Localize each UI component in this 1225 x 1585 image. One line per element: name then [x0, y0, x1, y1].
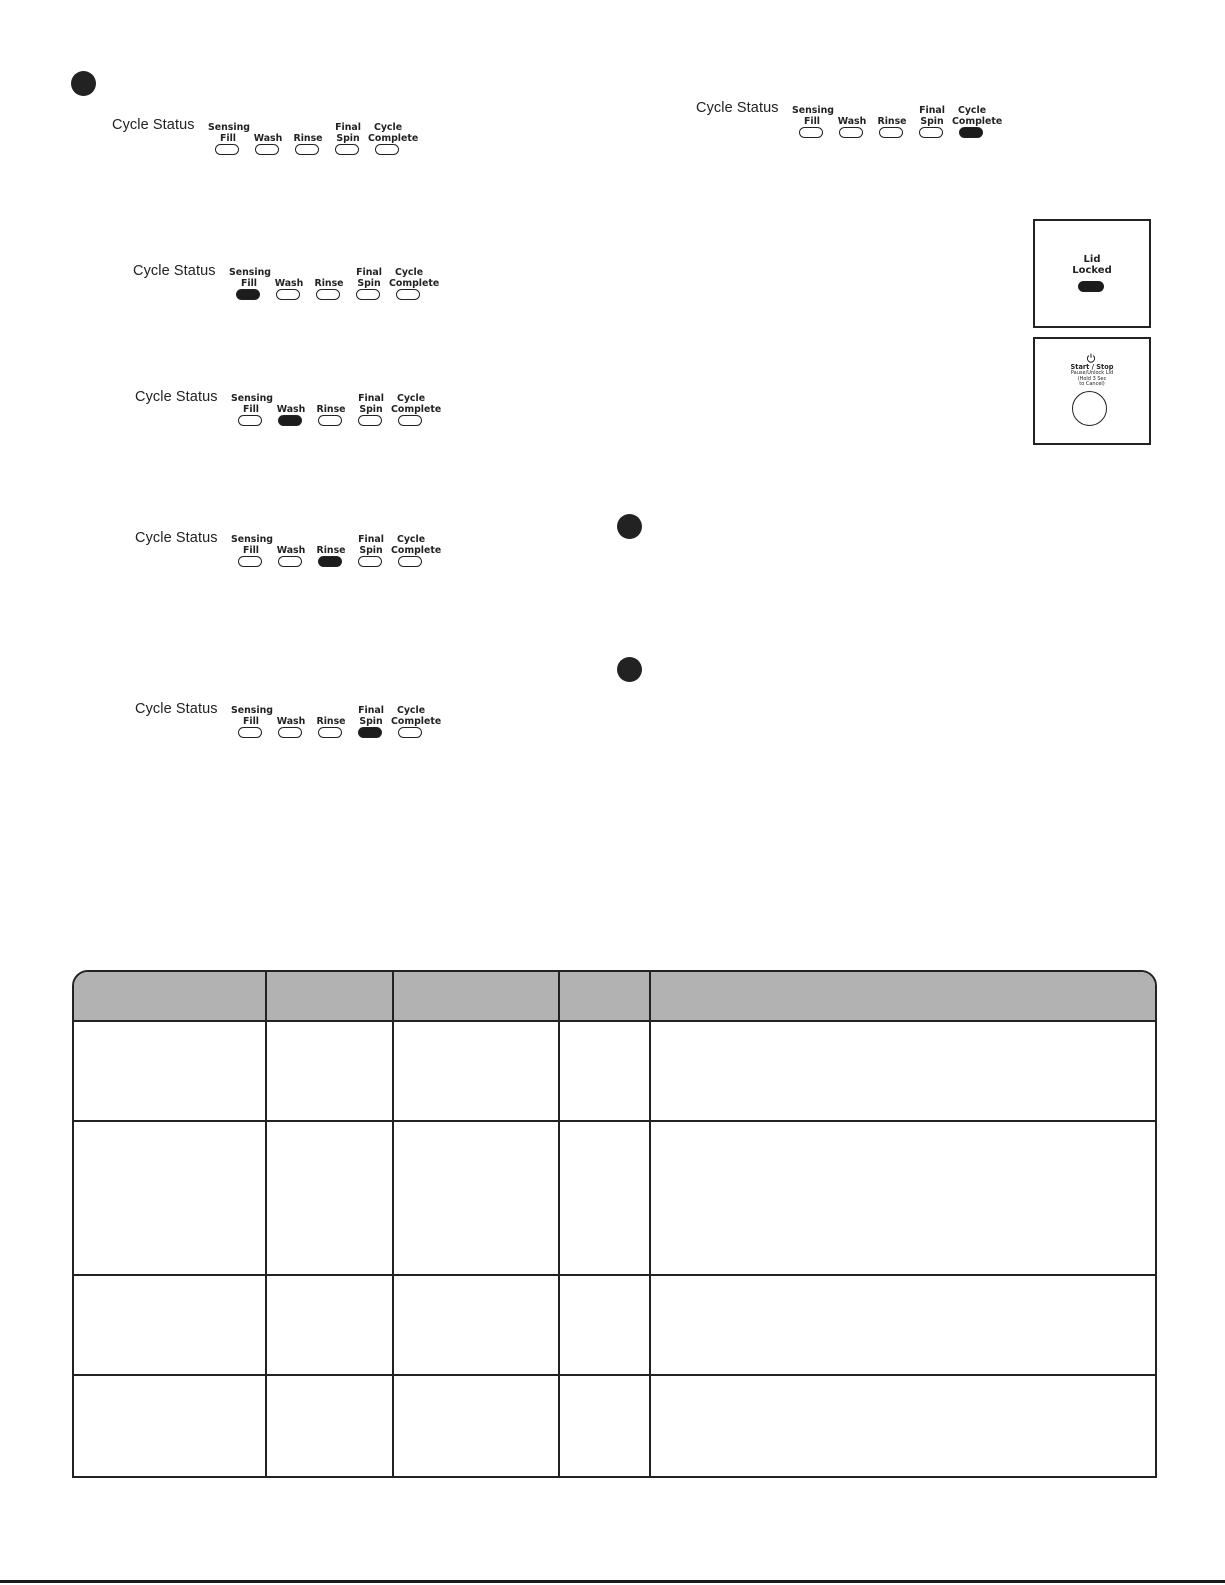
- status-led: [358, 727, 382, 738]
- indicator-label-line2: Fill: [803, 115, 821, 127]
- indicator-label: [231, 535, 271, 556]
- indicator-label-line1: Final: [358, 393, 384, 404]
- indicator-label-line2: Spin: [359, 544, 383, 556]
- status-led: [276, 289, 300, 300]
- indicator-label-line1: [288, 123, 328, 134]
- table-row: [74, 1022, 1155, 1122]
- indicator-cycle-complete: [391, 534, 442, 557]
- table-cell: [560, 1376, 651, 1476]
- indicator-label: [311, 706, 351, 727]
- indicator-sensing-fill: [792, 105, 834, 128]
- indicator-rinse: [311, 715, 351, 728]
- indicator-label-line2: Wash: [276, 544, 306, 556]
- status-led: [839, 127, 863, 138]
- power-icon: [1086, 353, 1096, 363]
- indicator-label-line1: Cycle: [396, 393, 426, 404]
- start-stop-sub-2: (Hold 3 Sec: [1077, 375, 1107, 382]
- table-cell: [560, 1276, 651, 1376]
- lid-locked-box: [1033, 219, 1151, 328]
- indicator-cycle-complete: [368, 122, 419, 145]
- indicator-label: [832, 106, 872, 127]
- table-header-cell: [651, 972, 1155, 1022]
- indicator-final-spin: [912, 105, 952, 128]
- indicator-label-line1: Final: [358, 534, 384, 545]
- indicator-final-spin: [328, 122, 368, 145]
- indicator-label-line1: [309, 268, 349, 279]
- table-header-row: [74, 972, 1155, 1022]
- indicator-label-line1: [832, 106, 872, 117]
- indicator-label-line2: Spin: [920, 115, 944, 127]
- indicator-label: [368, 122, 419, 144]
- indicator-label-line2: Wash: [837, 115, 867, 127]
- table-cell: [394, 1276, 560, 1376]
- table-row: [74, 1276, 1155, 1376]
- status-led: [318, 556, 342, 567]
- indicator-label-line2: Complete: [368, 132, 419, 144]
- status-led: [396, 289, 420, 300]
- table-cell: [267, 1022, 394, 1122]
- table-cell: [394, 1022, 560, 1122]
- indicator-wash: [832, 115, 872, 128]
- indicator-label: [391, 393, 442, 415]
- indicator-label: [391, 705, 442, 727]
- indicator-final-spin: [351, 393, 391, 416]
- indicator-label-line1: Sensing: [208, 122, 250, 133]
- table-cell: [651, 1276, 1155, 1376]
- indicator-sensing-fill: [229, 267, 271, 290]
- indicator-label: [208, 123, 248, 144]
- indicator-label-line2: Fill: [240, 277, 258, 289]
- indicator-rinse: [288, 132, 328, 145]
- cycle-status-title: Cycle Status: [135, 530, 218, 546]
- indicator-label-line1: Final: [335, 122, 361, 133]
- cycle-status-title: Cycle Status: [135, 701, 218, 717]
- cycle-status-title: Cycle Status: [696, 100, 779, 116]
- indicator-label-line2: Rinse: [314, 277, 344, 289]
- indicator-label-line1: Sensing: [231, 393, 273, 404]
- indicator-final-spin: [351, 534, 391, 557]
- start-stop-sub-3: to Cancel): [1079, 381, 1105, 387]
- table-cell: [651, 1376, 1155, 1476]
- indicator-final-spin: [351, 705, 391, 728]
- status-led: [215, 144, 239, 155]
- indicator-label: [952, 105, 1003, 127]
- indicator-sensing-fill: [208, 122, 250, 145]
- lid-locked-indicator: [1078, 281, 1104, 292]
- table-cell: [560, 1122, 651, 1276]
- indicator-label-line2: Wash: [276, 403, 306, 415]
- indicator-rinse: [309, 277, 349, 290]
- indicator-rinse: [311, 403, 351, 416]
- table-cell: [394, 1376, 560, 1476]
- indicator-label-line1: [872, 106, 912, 117]
- indicator-label: [351, 394, 391, 415]
- indicator-wash: [271, 403, 311, 416]
- indicator-label: [792, 106, 832, 127]
- indicator-label: [229, 268, 269, 289]
- indicator-label-line2: Fill: [242, 715, 260, 727]
- indicator-label: [389, 267, 440, 289]
- status-led: [879, 127, 903, 138]
- table-row: [74, 1122, 1155, 1276]
- status-led: [318, 727, 342, 738]
- indicator-label-line1: Sensing: [231, 705, 273, 716]
- status-led: [278, 415, 302, 426]
- table-header-cell: [560, 972, 651, 1022]
- indicator-sensing-fill: [231, 705, 273, 728]
- status-led: [255, 144, 279, 155]
- indicator-label-line2: Spin: [359, 715, 383, 727]
- table-row: [74, 1376, 1155, 1476]
- table-header-cell: [74, 972, 267, 1022]
- status-led: [398, 415, 422, 426]
- indicator-label-line1: Final: [919, 105, 945, 116]
- indicator-label: [309, 268, 349, 289]
- status-led: [358, 556, 382, 567]
- indicator-label-line1: Sensing: [792, 105, 834, 116]
- indicator-label-line1: Cycle: [373, 122, 403, 133]
- status-led: [959, 127, 983, 138]
- table-cell: [394, 1122, 560, 1276]
- indicator-label: [271, 535, 311, 556]
- indicator-label: [231, 706, 271, 727]
- indicator-rinse: [872, 115, 912, 128]
- indicator-label: [271, 394, 311, 415]
- status-led: [316, 289, 340, 300]
- lid-locked-label-1: Lid: [1083, 254, 1101, 265]
- status-led: [238, 556, 262, 567]
- indicator-sensing-fill: [231, 393, 273, 416]
- indicator-label-line2: Complete: [391, 403, 442, 415]
- table-cell: [74, 1022, 267, 1122]
- table-cell: [267, 1276, 394, 1376]
- status-led: [398, 727, 422, 738]
- indicator-label-line1: [311, 535, 351, 546]
- status-led: [278, 556, 302, 567]
- indicator-label-line2: Rinse: [293, 132, 323, 144]
- indicator-sensing-fill: [231, 534, 273, 557]
- indicator-label: [351, 535, 391, 556]
- status-led: [358, 415, 382, 426]
- indicator-label-line2: Rinse: [316, 544, 346, 556]
- status-led: [278, 727, 302, 738]
- indicator-wash: [248, 132, 288, 145]
- indicator-label-line1: [248, 123, 288, 134]
- step-marker-2: [617, 514, 642, 539]
- table-cell: [74, 1122, 267, 1276]
- indicator-label: [269, 268, 309, 289]
- indicator-label: [912, 106, 952, 127]
- indicator-label-line2: Rinse: [877, 115, 907, 127]
- indicator-label-line1: Final: [356, 267, 382, 278]
- indicator-final-spin: [349, 267, 389, 290]
- status-led: [919, 127, 943, 138]
- cycle-status-title: Cycle Status: [135, 389, 218, 405]
- indicator-cycle-complete: [391, 393, 442, 416]
- indicator-label-line1: [311, 394, 351, 405]
- status-led: [356, 289, 380, 300]
- indicator-label-line1: Sensing: [229, 267, 271, 278]
- step-marker-1: [71, 71, 96, 96]
- indicator-wash: [271, 715, 311, 728]
- indicator-wash: [269, 277, 309, 290]
- indicator-label-line2: Complete: [389, 277, 440, 289]
- indicator-label-line1: Cycle: [396, 534, 426, 545]
- indicator-label-line1: [311, 706, 351, 717]
- indicator-label-line1: Cycle: [396, 705, 426, 716]
- table-cell: [651, 1122, 1155, 1276]
- indicator-label-line2: Rinse: [316, 403, 346, 415]
- indicator-label-line2: Wash: [274, 277, 304, 289]
- indicator-label-line2: Wash: [276, 715, 306, 727]
- cycle-status-title: Cycle Status: [133, 263, 216, 279]
- status-led: [238, 727, 262, 738]
- indicator-label: [351, 706, 391, 727]
- indicator-wash: [271, 544, 311, 557]
- indicator-label-line1: [271, 535, 311, 546]
- indicator-label-line2: Complete: [391, 544, 442, 556]
- status-led: [398, 556, 422, 567]
- indicator-label: [248, 123, 288, 144]
- indicator-label-line2: Rinse: [316, 715, 346, 727]
- indicator-label: [271, 706, 311, 727]
- indicator-label: [872, 106, 912, 127]
- table-header-cell: [267, 972, 394, 1022]
- indicator-label: [311, 535, 351, 556]
- step-marker-3: [617, 657, 642, 682]
- indicator-label-line2: Complete: [952, 115, 1003, 127]
- indicator-cycle-complete: [389, 267, 440, 290]
- indicator-label: [328, 123, 368, 144]
- status-led: [295, 144, 319, 155]
- indicator-label-line2: Fill: [242, 403, 260, 415]
- table-cell: [74, 1276, 267, 1376]
- indicator-label: [391, 534, 442, 556]
- info-table: [72, 970, 1157, 1478]
- table-cell: [651, 1022, 1155, 1122]
- indicator-label: [231, 394, 271, 415]
- indicator-label-line1: Cycle: [394, 267, 424, 278]
- status-led: [236, 289, 260, 300]
- indicator-label-line2: Spin: [359, 403, 383, 415]
- indicator-cycle-complete: [952, 105, 1003, 128]
- indicator-label-line1: [269, 268, 309, 279]
- table-cell: [560, 1022, 651, 1122]
- indicator-label-line2: Wash: [253, 132, 283, 144]
- indicator-label: [349, 268, 389, 289]
- status-led: [318, 415, 342, 426]
- status-led: [799, 127, 823, 138]
- indicator-rinse: [311, 544, 351, 557]
- bottom-rule: [0, 1580, 1225, 1583]
- indicator-label-line1: [271, 706, 311, 717]
- status-led: [375, 144, 399, 155]
- indicator-label-line1: Sensing: [231, 534, 273, 545]
- indicator-label-line2: Spin: [336, 132, 360, 144]
- indicator-label-line2: Complete: [391, 715, 442, 727]
- cycle-status-title: Cycle Status: [112, 117, 195, 133]
- indicator-label-line2: Fill: [242, 544, 260, 556]
- start-stop-button[interactable]: [1072, 391, 1107, 426]
- indicator-label-line1: Final: [358, 705, 384, 716]
- indicator-label-line1: [271, 394, 311, 405]
- table-cell: [267, 1122, 394, 1276]
- start-stop-box: [1033, 337, 1151, 445]
- indicator-cycle-complete: [391, 705, 442, 728]
- indicator-label: [311, 394, 351, 415]
- indicator-label-line2: Fill: [219, 132, 237, 144]
- indicator-label: [288, 123, 328, 144]
- table-cell: [267, 1376, 394, 1476]
- status-led: [335, 144, 359, 155]
- lid-locked-label-2: Locked: [1072, 265, 1112, 276]
- indicator-label-line1: Cycle: [957, 105, 987, 116]
- table-header-cell: [394, 972, 560, 1022]
- start-stop-sub-1: Pause/Unlock Lid: [1070, 370, 1114, 376]
- table-cell: [74, 1376, 267, 1476]
- status-led: [238, 415, 262, 426]
- indicator-label-line2: Spin: [357, 277, 381, 289]
- start-stop-label: Start / Stop: [1070, 363, 1114, 371]
